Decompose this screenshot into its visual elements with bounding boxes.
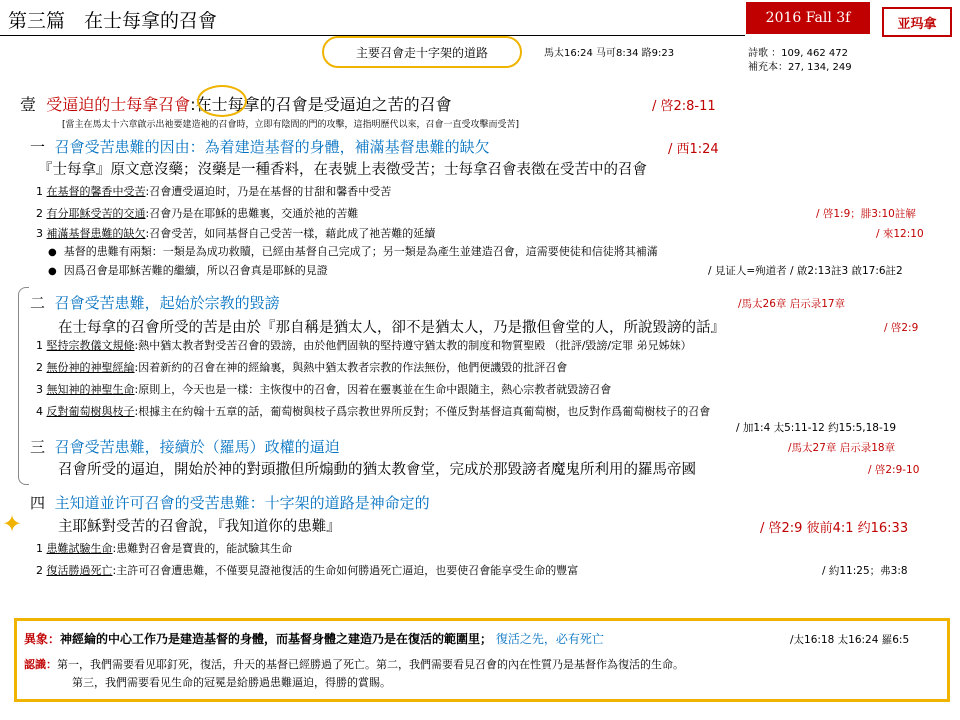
item-text: :熱中猶太教者對受苦召會的毀謗，由於他們固執的堅持遵守猶太教的制度和物質聖殿 （批評/毀謗/定罪 弟兄姊妹） <box>134 339 692 352</box>
bullet-icon: ● <box>48 247 57 258</box>
vision-ref: /太16:18 太16:24 羅6:5 <box>790 634 910 646</box>
section2-heading <box>30 292 280 313</box>
section1-title-c: :在士每拿的召會是受逼迫之苦的召會 <box>190 95 452 114</box>
realize-text-1: 第一，我們需要看见耶釘死，復活，升天的基督已經勝過了死亡。第二，我們需要看見召會的內在性質乃是基督作為復活的生命。 <box>57 658 684 671</box>
star-icon: ✦ <box>2 510 23 538</box>
speaker-badge: 亚玛拿 <box>882 7 952 37</box>
item-num: 3 <box>36 227 43 240</box>
item-text: :患難對召會是寶貴的，能試驗其生命 <box>112 542 293 555</box>
s1-bullet-2-ref: / 見证人=殉道者 / 啟2:13註3 啟17:6註2 <box>708 265 903 277</box>
s2-item-4 <box>36 403 710 419</box>
supplement-line: 補充本：27, 134, 249 <box>748 62 852 73</box>
section4-line: 主耶穌對受苦的召會說，『我知道你的患難』 <box>58 519 341 535</box>
sub1-title: 召會受苦患難的因由：為着建造基督的身體，補滿基督患難的缺欠 <box>54 138 490 156</box>
s4-item-2 <box>36 562 578 578</box>
scripture-refs: 馬太16:24 马可8:34 路9:23 <box>544 48 675 59</box>
item-head: 無份神的神聖經綸 <box>46 361 135 374</box>
item-head: 補滿基督患難的缺欠 <box>46 227 146 240</box>
vision-text: 神經綸的中心工作乃是建造基督的身體，而基督身體之建造乃是在復活的範圍里； <box>60 632 493 646</box>
section3-num: 三 <box>30 438 46 456</box>
sub1-line: 『士每拿』原文意沒藥；沒藥是一種香料，在表號上表徵受苦；士每拿召會表徵在受苦中的召會 <box>38 162 647 178</box>
s1-item-2 <box>36 205 358 221</box>
section2-title: 召會受苦患難，起始於宗教的毀謗 <box>54 294 280 312</box>
section2-line: 在士每拿的召會所受的苦是由於『那自稱是猶太人，卻不是猶太人，乃是撒但會堂的人，所說毀謗的話』 <box>58 320 725 336</box>
item-text: :原則上，今天也是一樣：主恢復中的召會，因着在靈裏並在生命中跟隨主，熱心宗教者就毀謗召會 <box>134 383 612 396</box>
section2-ref: /馬太26章 启示录17章 <box>738 298 846 310</box>
section4-line-ref: / 啓2:9 彼前4:1 约16:33 <box>760 521 909 536</box>
section3-line: 召會所受的逼迫，開始於神的對頭撒但所煽動的猶太教會堂，完成於那毀謗者魔鬼所利用的羅馬帝國 <box>58 462 696 478</box>
burden-pill: 主要召會走十字架的道路 <box>322 36 522 68</box>
item-text: :因着新約的召會在神的經綸裏，與熱中猶太教者宗教的作法無份，他們便譏毀的批評召會 <box>134 361 568 374</box>
section3-line-ref: / 啓2:9-10 <box>868 464 920 476</box>
section4-heading <box>30 492 430 513</box>
sub1-heading <box>30 136 490 157</box>
page-title: 第三篇 在士每拿的召會 <box>8 10 218 32</box>
s2-item-1 <box>36 337 692 353</box>
section1-note: [當主在馬太十六章啟示出祂要建造祂的召會時，立即有陰間的門的攻擊，這指明歷代以來，召會一直受攻擊而受苦] <box>62 120 520 130</box>
s4-item-2-ref: / 約11:25；弗3:8 <box>822 565 908 577</box>
hymns-line: 詩歌 ：109, 462 472 <box>748 48 848 59</box>
section3-heading <box>30 436 340 457</box>
realize-line-2: 第三，我們需要看见生命的冠冕是給勝過患難逼迫，得勝的賞賜。 <box>72 676 391 689</box>
s1-item-1 <box>36 183 391 199</box>
vision-label: 異象： <box>24 632 61 646</box>
section-bracket <box>18 287 29 485</box>
item-text: :主許可召會遭患難，不僅要見證祂復活的生命如何勝過死亡逼迫，也要使召會能享受生命的豐富 <box>112 564 579 577</box>
section3-title: 召會受苦患難，接續於（羅馬）政權的逼迫 <box>54 438 340 456</box>
section2-line-ref: / 啓2:9 <box>884 322 919 334</box>
item-num: 1 <box>36 542 43 555</box>
item-text: :召會受苦，如同基督自己受苦一樣，藉此成了祂苦難的延續 <box>145 227 436 240</box>
s1-item-3-ref: / 來12:10 <box>876 228 924 240</box>
section1-title-a: 受逼迫的士每拿 <box>46 95 159 114</box>
s1-bullet-1 <box>48 243 658 259</box>
item-text: :召會遭受逼迫时，乃是在基督的甘甜和馨香中受苦 <box>145 185 392 198</box>
meeting-badge: 2016 Fall 3f <box>746 2 870 34</box>
item-text: :召會乃是在耶穌的患難裏，交通於祂的苦難 <box>145 207 359 220</box>
item-head: 復活勝過死亡 <box>46 564 113 577</box>
s4-item-1 <box>36 540 292 556</box>
bullet-text: 基督的患難有兩類：一類是為成功救贖，已經由基督自己完成了；另一類是為產生並建造召會，這需要使徒和信徒將其補滿 <box>63 245 658 258</box>
s1-item-2-ref: / 啓1:9；腓3:10註解 <box>816 208 916 220</box>
section2-num: 二 <box>30 294 46 312</box>
realize-label: 認識： <box>24 658 57 671</box>
vision-line <box>24 630 604 647</box>
item-head: 在基督的馨香中受苦 <box>46 185 146 198</box>
section1-title-b: 召會 <box>158 95 191 114</box>
section1-num: 壹 <box>20 95 37 114</box>
highlight-circle <box>197 85 247 117</box>
item-num: 1 <box>36 185 43 198</box>
item-num: 3 <box>36 383 43 396</box>
item-num: 2 <box>36 564 43 577</box>
section4-num: 四 <box>30 494 46 512</box>
bullet-icon: ● <box>48 266 57 277</box>
item-num: 4 <box>36 405 43 418</box>
realize-line-1 <box>24 656 684 672</box>
vision-blue: 復活之先，必有死亡 <box>495 632 604 646</box>
item-num: 1 <box>36 339 43 352</box>
item-head: 有分耶穌受苦的交通 <box>46 207 146 220</box>
bullet-text: 因爲召會是耶穌苦難的繼續，所以召會真是耶穌的見證 <box>63 264 328 277</box>
item-head: 堅持宗教儀文規條 <box>46 339 135 352</box>
s1-bullet-2 <box>48 262 328 278</box>
item-head: 反對葡萄樹與枝子 <box>46 405 135 418</box>
section4-title: 主知道並许可召會的受苦患難：十字架的道路是神命定的 <box>54 494 430 512</box>
item-num: 2 <box>36 207 43 220</box>
item-head: 無知神的神聖生命 <box>46 383 135 396</box>
s2-item-3 <box>36 381 611 397</box>
s2-item-2 <box>36 359 567 375</box>
sub1-ref: / 西1:24 <box>668 142 719 157</box>
item-num: 2 <box>36 361 43 374</box>
item-head: 患難試驗生命 <box>46 542 113 555</box>
sub1-num: 一 <box>30 138 46 156</box>
section3-ref: /馬太27章 启示录18章 <box>788 442 896 454</box>
item-text: :根據主在約翰十五章的話，葡萄樹與枝子爲宗教世界所反對；不僅反對基督這真葡萄樹，也反對作爲葡萄樹枝子的召會 <box>134 405 711 418</box>
s2-items-ref: / 加1:4 太5:11-12 约15:5,18-19 <box>736 422 897 434</box>
section1-ref: / 啓2:8-11 <box>652 99 716 114</box>
s1-item-3 <box>36 225 435 241</box>
